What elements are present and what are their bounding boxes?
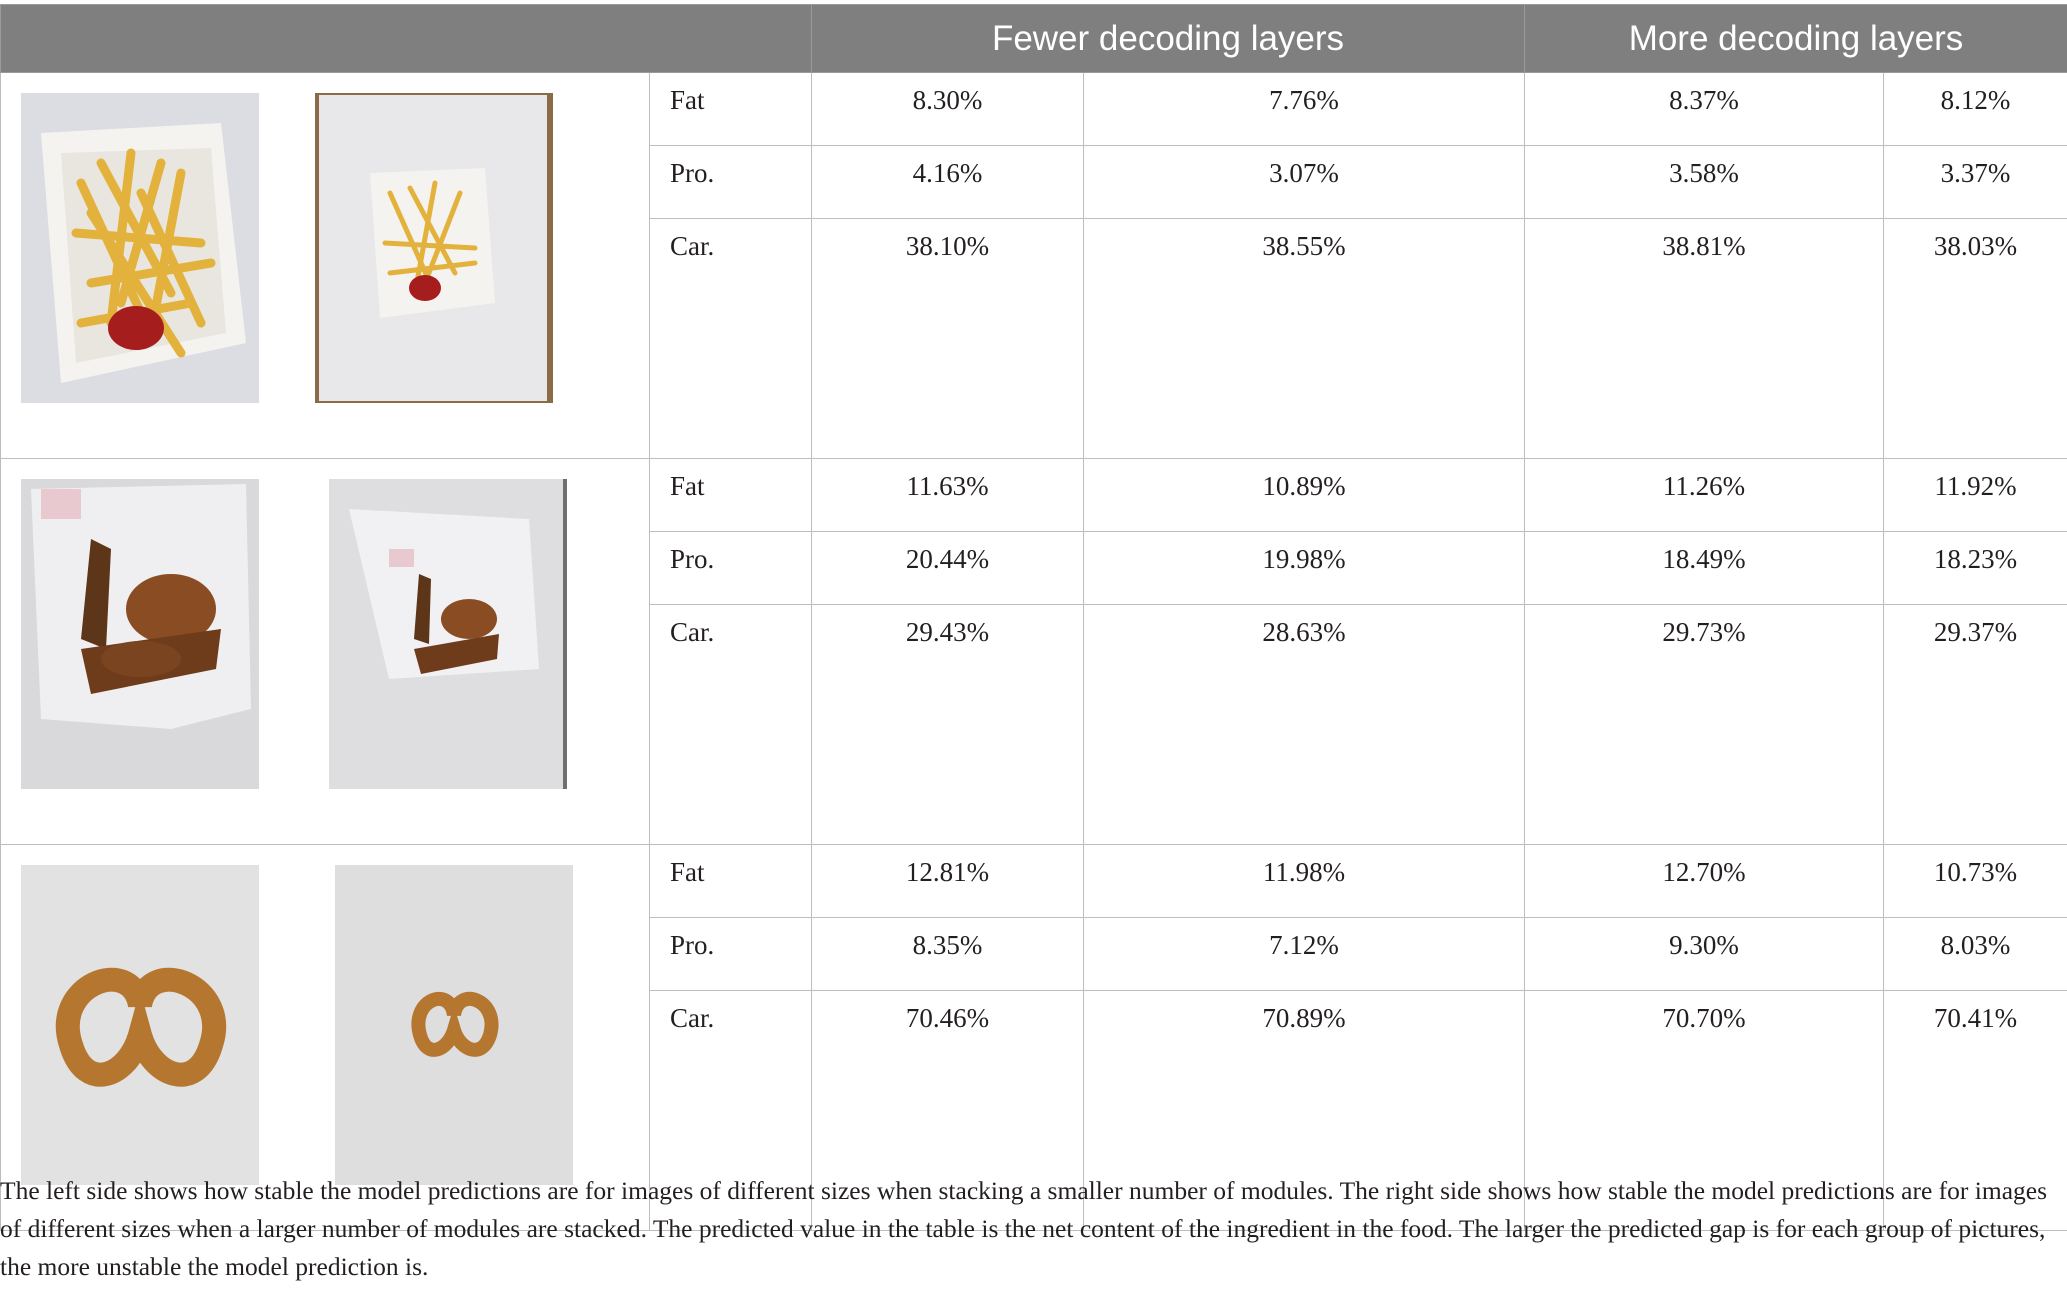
nutrient-label: Fat xyxy=(650,459,812,532)
value-cell: 8.03% xyxy=(1884,918,2067,991)
nutrient-label: Fat xyxy=(650,73,812,146)
value-cell: 4.16% xyxy=(812,146,1084,219)
value-cell: 38.10% xyxy=(812,219,1084,459)
table-row xyxy=(1,73,2067,146)
value-cell: 10.73% xyxy=(1884,845,2067,918)
value-cell: 8.35% xyxy=(812,918,1084,991)
value-cell: 38.55% xyxy=(1084,219,1525,459)
value-cell: 8.37% xyxy=(1525,73,1884,146)
results-table xyxy=(0,4,2067,1231)
value-cell: 18.23% xyxy=(1884,532,2067,605)
value-cell: 3.37% xyxy=(1884,146,2067,219)
value-cell: 29.73% xyxy=(1525,605,1884,845)
value-cell: 9.30% xyxy=(1525,918,1884,991)
value-cell: 11.98% xyxy=(1084,845,1525,918)
value-cell: 70.70% xyxy=(1525,991,1884,1231)
value-cell: 11.92% xyxy=(1884,459,2067,532)
value-cell: 29.37% xyxy=(1884,605,2067,845)
value-cell: 7.76% xyxy=(1084,73,1525,146)
value-cell: 29.43% xyxy=(812,605,1084,845)
value-cell: 7.12% xyxy=(1084,918,1525,991)
header-fewer-decoding-layers: Fewer decoding layers xyxy=(812,5,1525,73)
value-cell: 8.12% xyxy=(1884,73,2067,146)
nutrient-label: Pro. xyxy=(650,146,812,219)
value-cell: 3.07% xyxy=(1084,146,1525,219)
pretzel-photo-small xyxy=(335,865,573,1185)
table-header-row xyxy=(1,5,2067,73)
nutrient-label: Fat xyxy=(650,845,812,918)
value-cell: 10.89% xyxy=(1084,459,1525,532)
table-row xyxy=(1,459,2067,532)
chicken-photo-large xyxy=(21,479,259,789)
header-more-decoding-layers: More decoding layers xyxy=(1525,5,2067,73)
food-image-cell xyxy=(1,459,650,845)
value-cell: 70.41% xyxy=(1884,991,2067,1231)
value-cell: 28.63% xyxy=(1084,605,1525,845)
value-cell: 18.49% xyxy=(1525,532,1884,605)
value-cell: 20.44% xyxy=(812,532,1084,605)
pretzel-photo-large xyxy=(21,865,259,1185)
table-row xyxy=(1,845,2067,918)
header-blank xyxy=(1,5,812,73)
value-cell: 70.89% xyxy=(1084,991,1525,1231)
value-cell: 12.81% xyxy=(812,845,1084,918)
value-cell: 19.98% xyxy=(1084,532,1525,605)
nutrient-label: Pro. xyxy=(650,918,812,991)
nutrient-label: Car. xyxy=(650,605,812,845)
value-cell: 38.81% xyxy=(1525,219,1884,459)
value-cell: 11.26% xyxy=(1525,459,1884,532)
value-cell: 8.30% xyxy=(812,73,1084,146)
value-cell: 3.58% xyxy=(1525,146,1884,219)
nutrient-label: Pro. xyxy=(650,532,812,605)
value-cell: 70.46% xyxy=(812,991,1084,1231)
nutrient-label: Car. xyxy=(650,219,812,459)
fries-photo-small xyxy=(315,93,553,403)
nutrient-label: Car. xyxy=(650,991,812,1231)
table-caption: The left side shows how stable the model predictions are for images of different sizes when stacking a smaller number of modules. The right side shows how stable the model predictions are for images of different sizes when a larger number of modules are stacked. The predicted value in the table is the net content of the ingredient in the food. The larger the predicted gap is for each group of pictures, the more unstable the model prediction is. xyxy=(0,1176,2048,1281)
chicken-photo-small xyxy=(329,479,567,789)
value-cell: 38.03% xyxy=(1884,219,2067,459)
food-image-cell xyxy=(1,73,650,459)
value-cell: 11.63% xyxy=(812,459,1084,532)
fries-photo-large xyxy=(21,93,259,403)
value-cell: 12.70% xyxy=(1525,845,1884,918)
